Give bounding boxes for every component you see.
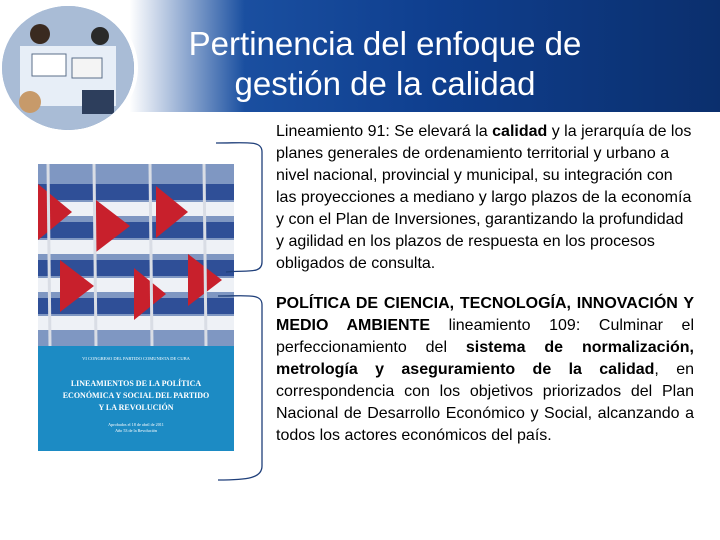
cover-note-line-2: Año 53 de la Revolución [115, 428, 157, 433]
title-line-2: gestión de la calidad [234, 65, 536, 102]
p1-text-a: Lineamiento 91: Se elevará la [276, 123, 493, 140]
cover-title-line-3: Y LA REVOLUCIÓN [98, 403, 174, 412]
p2-text-d: , en correspondencia con los objetivos priorizados del Plan Nacional de Desarrollo Económico y Social, alcanzando a todos los actores económicos del país. [276, 361, 694, 444]
p2-bold-heading: POLÍTICA DE CIENCIA, TECNOLOGÍA, INNOVACIÓN Y MEDIO AMBIENTE [276, 295, 694, 334]
p2-text-b: lineamiento 109: Culminar el perfeccionamiento del [276, 317, 695, 356]
lineamiento-109-text [276, 293, 694, 447]
p2-bold-sistema: sistema de normalización, metrología y aseguramiento de la calidad [276, 339, 694, 378]
bracket-bottom [218, 296, 262, 480]
lineamiento-91-text [276, 121, 694, 275]
p1-text-c: y la jerarquía de los planes generales de ordenamiento territorial y urbano a nivel nacional, provincial y municipal, su integración con las proyecciones a mediano y largo plazos de la economía y con el Plan de Inversiones, garantizando la profundidad y agilidad en los plazos de respuesta en los procesos obligados de consulta. [276, 123, 692, 272]
cover-note-line-1: Aprobados el 18 de abril de 2011 [108, 422, 164, 427]
bracket-top [216, 143, 262, 272]
cover-title-line-1: LINEAMIENTOS DE LA POLÍTICA [70, 379, 202, 388]
p1-bold-calidad: calidad [492, 123, 548, 140]
title-line-1: Pertinencia del enfoque de [188, 25, 582, 62]
cover-congress-label: VI CONGRESO DEL PARTIDO COMUNISTA DE CUBA [82, 356, 190, 361]
cover-title-line-2: ECONÓMICA Y SOCIAL DEL PARTIDO [62, 391, 210, 400]
